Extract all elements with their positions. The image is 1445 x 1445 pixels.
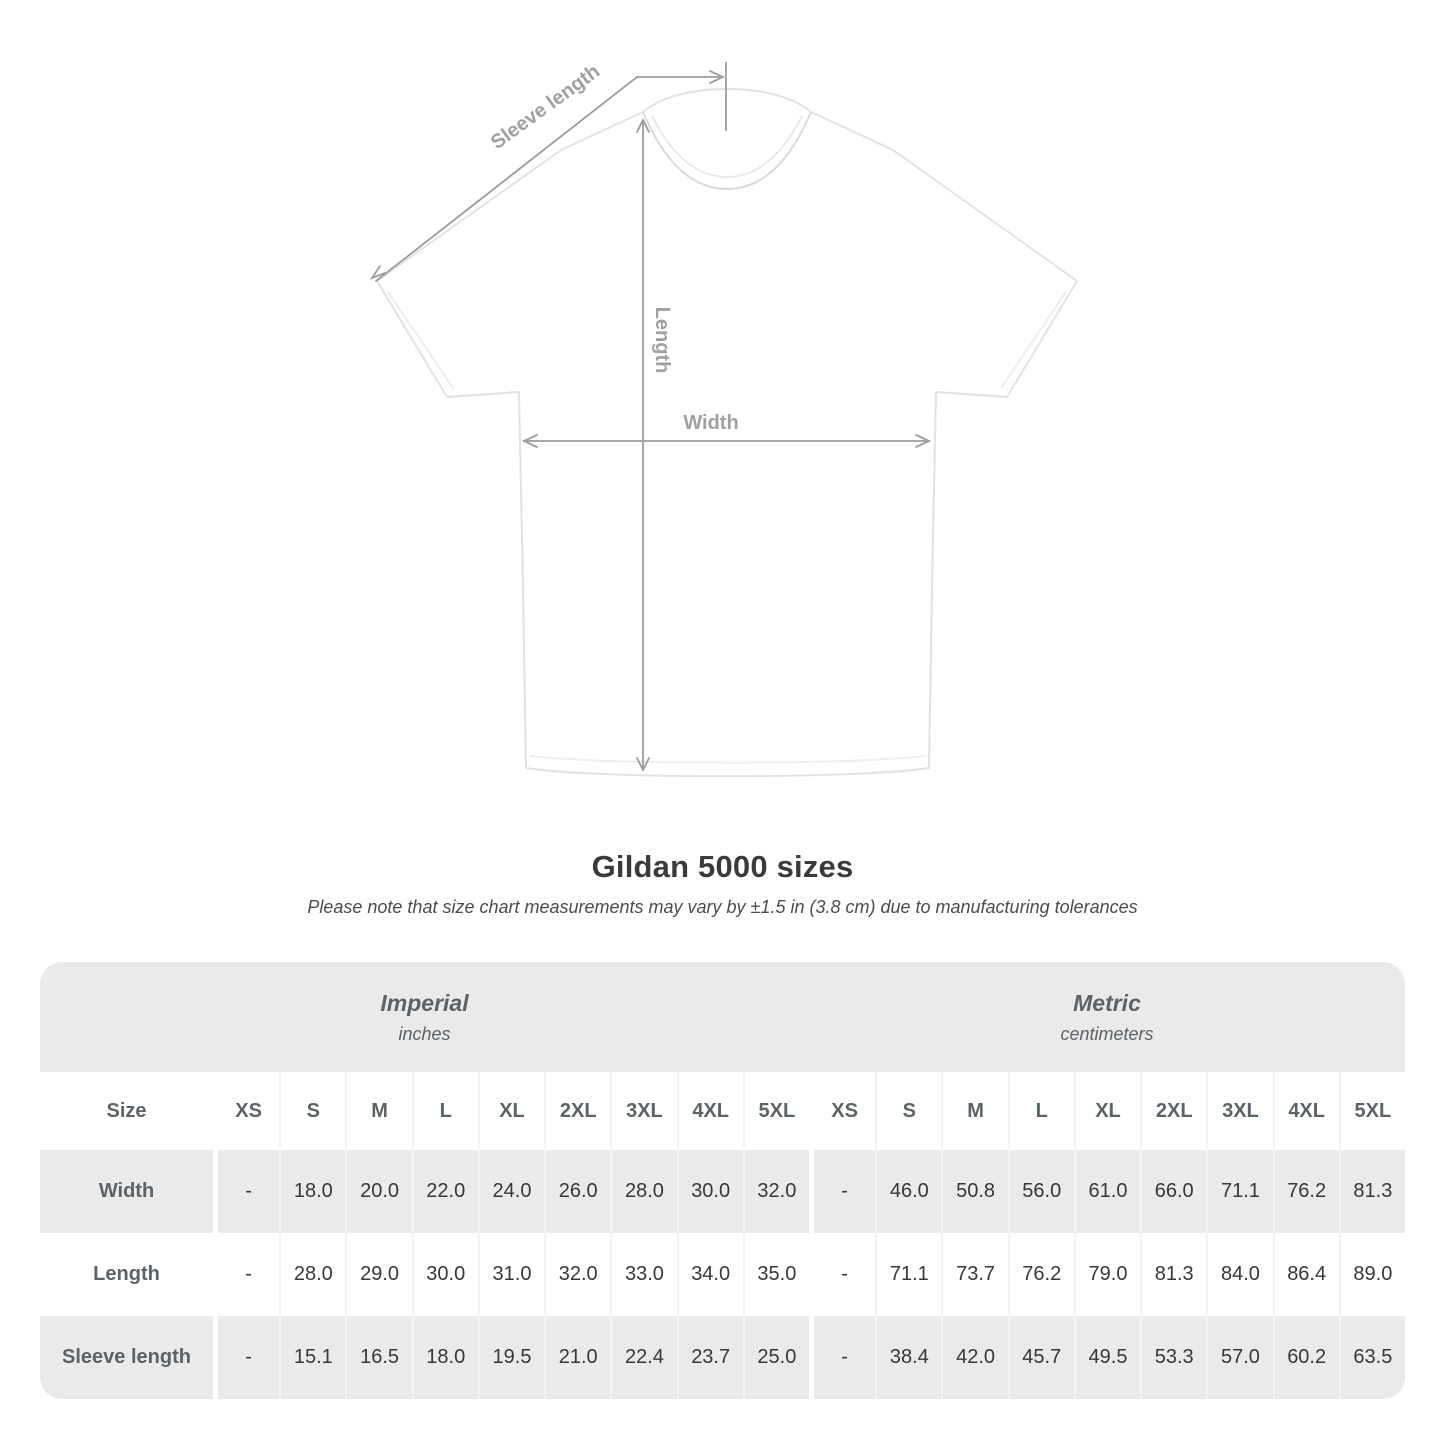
value-cell: 16.5 bbox=[345, 1316, 411, 1399]
value-cell: 66.0 bbox=[1140, 1150, 1206, 1233]
value-cell: 89.0 bbox=[1339, 1233, 1405, 1316]
size-header-row bbox=[40, 1072, 1405, 1150]
value-cell: 23.7 bbox=[677, 1316, 743, 1399]
value-cell: 24.0 bbox=[478, 1150, 544, 1233]
value-cell: 76.2 bbox=[1273, 1150, 1339, 1233]
value-cell: 18.0 bbox=[412, 1316, 478, 1399]
row-label: Sleeve length bbox=[62, 1346, 191, 1368]
value-cell: 20.0 bbox=[345, 1150, 411, 1233]
size-header-cell: L bbox=[1008, 1072, 1074, 1150]
sleeve-length-row bbox=[40, 1316, 1405, 1399]
imperial-header bbox=[40, 962, 809, 1072]
value-cell: 33.0 bbox=[610, 1233, 676, 1316]
size-header-cell: 2XL bbox=[544, 1072, 610, 1150]
size-col-header: Size bbox=[106, 1099, 147, 1122]
value-cell: - bbox=[809, 1150, 875, 1233]
value-cell: 19.5 bbox=[478, 1316, 544, 1399]
value-cell: 32.0 bbox=[544, 1233, 610, 1316]
value-cell: 32.0 bbox=[743, 1150, 809, 1233]
size-header-cell: 4XL bbox=[1273, 1072, 1339, 1150]
value-cell: 15.1 bbox=[279, 1316, 345, 1399]
value-cell: 50.8 bbox=[941, 1150, 1007, 1233]
row-label: Width bbox=[98, 1180, 155, 1202]
tolerance-note: Please note that size chart measurements may vary by ±1.5 in (3.8 cm) due to manufacturing tolerances bbox=[307, 897, 1138, 917]
size-header-cell: XL bbox=[1074, 1072, 1140, 1150]
value-cell: 25.0 bbox=[743, 1316, 809, 1399]
size-header-cell: XS bbox=[809, 1072, 875, 1150]
size-header-cell: 3XL bbox=[610, 1072, 676, 1150]
value-cell: 28.0 bbox=[279, 1233, 345, 1316]
size-header-cell: S bbox=[279, 1072, 345, 1150]
value-cell: 28.0 bbox=[610, 1150, 676, 1233]
imperial-sublabel: inches bbox=[398, 1023, 451, 1044]
size-header-cell: M bbox=[941, 1072, 1007, 1150]
size-header-cell: 2XL bbox=[1140, 1072, 1206, 1150]
size-header-cell: XL bbox=[478, 1072, 544, 1150]
value-cell: 35.0 bbox=[743, 1233, 809, 1316]
value-cell: 86.4 bbox=[1273, 1233, 1339, 1316]
value-cell: 21.0 bbox=[544, 1316, 610, 1399]
size-table bbox=[40, 962, 1405, 1399]
value-cell: 76.2 bbox=[1008, 1233, 1074, 1316]
value-cell: - bbox=[213, 1150, 279, 1233]
value-cell: 57.0 bbox=[1206, 1316, 1272, 1399]
size-header-cell: 5XL bbox=[743, 1072, 809, 1150]
value-cell: - bbox=[213, 1316, 279, 1399]
value-cell: 30.0 bbox=[677, 1150, 743, 1233]
width-label: Width bbox=[683, 412, 739, 434]
value-cell: 84.0 bbox=[1206, 1233, 1272, 1316]
value-cell: 63.5 bbox=[1339, 1316, 1405, 1399]
value-cell: 38.4 bbox=[875, 1316, 941, 1399]
row-label: Length bbox=[93, 1263, 160, 1285]
page-title: Gildan 5000 sizes bbox=[591, 849, 854, 884]
sleeve-length-label: Sleeve length bbox=[486, 60, 605, 154]
value-cell: 29.0 bbox=[345, 1233, 411, 1316]
value-cell: - bbox=[213, 1233, 279, 1316]
metric-sublabel: centimeters bbox=[1060, 1023, 1154, 1044]
value-cell: 60.2 bbox=[1273, 1316, 1339, 1399]
value-cell: 22.0 bbox=[412, 1150, 478, 1233]
length-label: Length bbox=[651, 306, 673, 374]
value-cell: 22.4 bbox=[610, 1316, 676, 1399]
value-cell: 73.7 bbox=[941, 1233, 1007, 1316]
value-cell: - bbox=[809, 1316, 875, 1399]
value-cell: - bbox=[809, 1233, 875, 1316]
value-cell: 56.0 bbox=[1008, 1150, 1074, 1233]
value-cell: 71.1 bbox=[875, 1233, 941, 1316]
value-cell: 26.0 bbox=[544, 1150, 610, 1233]
value-cell: 45.7 bbox=[1008, 1316, 1074, 1399]
value-cell: 18.0 bbox=[279, 1150, 345, 1233]
value-cell: 81.3 bbox=[1140, 1233, 1206, 1316]
imperial-label: Imperial bbox=[380, 989, 469, 1016]
value-cell: 31.0 bbox=[478, 1233, 544, 1316]
value-cell: 42.0 bbox=[941, 1316, 1007, 1399]
size-header-cell: 4XL bbox=[677, 1072, 743, 1150]
value-cell: 49.5 bbox=[1074, 1316, 1140, 1399]
unit-header-band bbox=[40, 962, 1405, 1072]
length-row bbox=[40, 1233, 1405, 1316]
value-cell: 79.0 bbox=[1074, 1233, 1140, 1316]
value-cell: 30.0 bbox=[412, 1233, 478, 1316]
size-header-cell: M bbox=[345, 1072, 411, 1150]
metric-label: Metric bbox=[1073, 989, 1141, 1016]
value-cell: 53.3 bbox=[1140, 1316, 1206, 1399]
size-header-cell: S bbox=[875, 1072, 941, 1150]
value-cell: 46.0 bbox=[875, 1150, 941, 1233]
value-cell: 81.3 bbox=[1339, 1150, 1405, 1233]
value-cell: 34.0 bbox=[677, 1233, 743, 1316]
size-header-cell: XS bbox=[213, 1072, 279, 1150]
size-header-cell: 5XL bbox=[1339, 1072, 1405, 1150]
metric-header bbox=[809, 962, 1405, 1072]
value-cell: 71.1 bbox=[1206, 1150, 1272, 1233]
size-header-cell: 3XL bbox=[1206, 1072, 1272, 1150]
size-header-cell: L bbox=[412, 1072, 478, 1150]
value-cell: 61.0 bbox=[1074, 1150, 1140, 1233]
width-row bbox=[40, 1150, 1405, 1233]
